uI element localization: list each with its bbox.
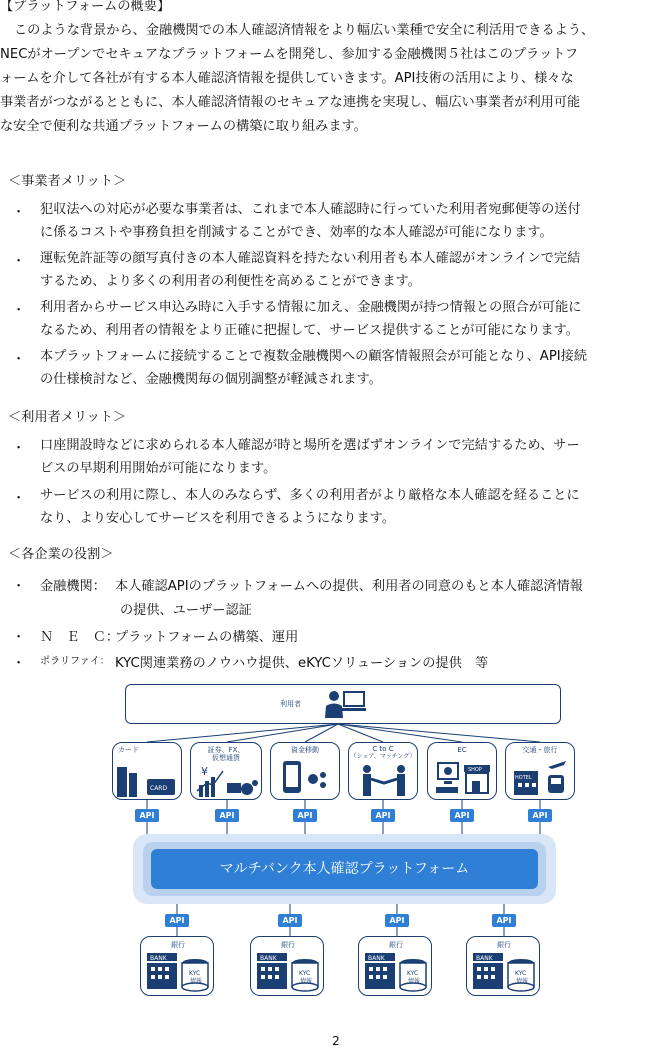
securities-icon bbox=[193, 761, 261, 799]
api-badge: API bbox=[371, 809, 395, 822]
api-badge: API bbox=[385, 914, 409, 927]
role-label: Ｎ Ｅ Ｃ： bbox=[40, 630, 120, 645]
intro-line: NECがオープンでセキュアなプラットフォームを開発し、参加する金融機関５社はこのプラットフ bbox=[0, 47, 579, 62]
user-box bbox=[125, 684, 561, 724]
bank-icon bbox=[253, 951, 323, 993]
role-text: の提供、ユーザー認証 bbox=[120, 603, 252, 618]
bank-box bbox=[140, 936, 214, 996]
category-securities bbox=[190, 742, 262, 800]
bank-word: BANK bbox=[476, 955, 493, 962]
intro-line: このような背景から、金融機関での本人確認済情報をより幅広い業種で安全に利活用できるよう、 bbox=[14, 23, 595, 38]
list-item: なり、より安心してサービスを利用できるようになります。 bbox=[40, 511, 396, 526]
role-text: 本人確認APIのプラットフォームへの提供、利用者の同意のもと本人確認済情報 bbox=[115, 579, 583, 594]
category-label: カード bbox=[118, 746, 139, 754]
kyc-text: KYC bbox=[189, 970, 201, 977]
bank-icon bbox=[469, 951, 539, 993]
roles-heading: ＜各企業の役割＞ bbox=[8, 547, 114, 562]
category-label: EC bbox=[457, 746, 467, 754]
api-badge: API bbox=[135, 809, 159, 822]
list-item: 運転免許証等の顔写真付きの本人確認資料を持たない利用者も本人確認がオンラインで完結 bbox=[40, 251, 581, 266]
user-label: 利用者 bbox=[280, 700, 301, 708]
bullet: ・ bbox=[12, 491, 26, 506]
list-item: の仕様検討など、金融機関毎の個別調整が軽減されます。 bbox=[40, 372, 382, 387]
bullet: ・ bbox=[12, 441, 26, 456]
shop-icon bbox=[430, 757, 496, 797]
list-item: サービスの利用に際し、本人のみならず、多くの利用者がより厳格な本人確認を経ることに bbox=[40, 488, 580, 503]
category-label: 交通・旅行 bbox=[522, 746, 558, 754]
page-number: 2 bbox=[332, 1034, 340, 1048]
bullet: ・ bbox=[12, 254, 26, 269]
shop-word: SHOP bbox=[468, 767, 482, 773]
list-item: 口座開設時などに求められる本人確認が時と場所を選ばずオンラインで完結するため、サー bbox=[40, 438, 580, 453]
platform-inner bbox=[143, 842, 546, 896]
api-badge: API bbox=[165, 914, 189, 927]
list-item: なるため、利用者の情報をより正確に把握して、サービス提供することが可能になります。 bbox=[40, 323, 579, 338]
kyc-text: KYC bbox=[407, 970, 419, 977]
bank-box bbox=[358, 936, 432, 996]
api-badge: API bbox=[492, 914, 516, 927]
kyc-text: KYC bbox=[515, 970, 527, 977]
platform-label: マルチバンク本人確認プラットフォーム bbox=[219, 861, 470, 877]
section-title: 【プラットフォームの概要】 bbox=[0, 0, 171, 14]
platform-button bbox=[151, 849, 538, 889]
kyc-text: 情報 bbox=[516, 978, 529, 985]
user-merits-heading: ＜利用者メリット＞ bbox=[8, 410, 127, 425]
bullet: ・ bbox=[12, 205, 26, 220]
bullet: ・ bbox=[12, 630, 26, 645]
bank-icon bbox=[143, 951, 213, 993]
api-badge: API bbox=[215, 809, 239, 822]
kyc-text: 情報 bbox=[300, 978, 313, 985]
category-card bbox=[112, 742, 182, 800]
api-badge: API bbox=[278, 914, 302, 927]
category-label: C to C bbox=[372, 745, 394, 753]
bank-label: 銀行 bbox=[389, 941, 403, 949]
role-text: プラットフォームの構築、運用 bbox=[115, 630, 299, 645]
category-label: （シェア、マッチング） bbox=[350, 753, 416, 760]
intro-line: な安全で便利な共通プラットフォームの構築に取り組みます。 bbox=[0, 119, 367, 134]
role-label: 金融機関： bbox=[40, 579, 106, 594]
list-item: 犯収法への対応が必要な事業者は、これまで本人確認時に行っていた利用者宛郵便等の送付 bbox=[40, 202, 581, 217]
category-c2c bbox=[348, 742, 418, 800]
category-label: 資金移動 bbox=[291, 746, 319, 754]
list-item: 本プラットフォームに接続することで複数金融機関への顧客情報照会が可能となり、API接続 bbox=[40, 349, 588, 364]
list-item: ビスの早期利用開始が可能になります。 bbox=[40, 461, 277, 476]
user-computer-icon bbox=[322, 688, 368, 720]
category-ec bbox=[427, 742, 497, 800]
bullet: ・ bbox=[12, 579, 26, 594]
list-item: するため、より多くの利用者の利便性を高めることができます。 bbox=[40, 274, 421, 289]
platform-band bbox=[133, 834, 556, 904]
intro-line: ォームを介して各社が有する本人確認済情報を提供していきます。API技術の活用により、様々な bbox=[0, 71, 574, 86]
travel-icon bbox=[508, 757, 574, 797]
bank-word: BANK bbox=[368, 955, 385, 962]
business-merits-heading: ＜事業者メリット＞ bbox=[8, 174, 127, 189]
intro-line: 事業者がつながるとともに、本人確認済情報のセキュアな連携を実現し、幅広い事業者が利用可能 bbox=[0, 95, 581, 110]
bank-label: 銀行 bbox=[171, 941, 185, 949]
role-label: ポラリファイ： bbox=[40, 656, 110, 667]
kyc-text: KYC bbox=[299, 970, 311, 977]
api-badge: API bbox=[293, 809, 317, 822]
card-word: CARD bbox=[150, 785, 168, 792]
bullet: ・ bbox=[12, 352, 26, 367]
bullet: ・ bbox=[12, 656, 26, 671]
api-badge: API bbox=[450, 809, 474, 822]
smartphone-icon bbox=[273, 757, 339, 797]
kyc-text: 情報 bbox=[190, 978, 203, 985]
category-travel bbox=[505, 742, 575, 800]
category-money-transfer bbox=[270, 742, 340, 800]
category-label: 仮想通貨 bbox=[212, 754, 240, 762]
category-label: 証券、FX、 bbox=[207, 746, 245, 754]
svg-text:¥: ¥ bbox=[201, 765, 208, 778]
list-item: に係るコストや事務負担を削減することができ、効率的な本人確認が可能になります。 bbox=[40, 225, 553, 240]
kyc-text: 情報 bbox=[408, 978, 421, 985]
bank-word: BANK bbox=[260, 955, 277, 962]
bullet: ・ bbox=[12, 303, 26, 318]
bank-label: 銀行 bbox=[281, 941, 295, 949]
bank-icon bbox=[361, 951, 431, 993]
card-icon bbox=[115, 759, 181, 799]
bank-word: BANK bbox=[150, 955, 167, 962]
handshake-icon bbox=[351, 761, 417, 799]
bank-box bbox=[250, 936, 324, 996]
api-badge: API bbox=[528, 809, 552, 822]
bank-label: 銀行 bbox=[497, 941, 511, 949]
hotel-word: HOTEL bbox=[515, 775, 532, 781]
role-text: KYC関連業務のノウハウ提供、eKYCソリューションの提供 等 bbox=[115, 656, 489, 671]
list-item: 利用者からサービス申込み時に入手する情報に加え、金融機関が持つ情報との照合が可能に bbox=[40, 300, 582, 315]
bank-box bbox=[466, 936, 540, 996]
